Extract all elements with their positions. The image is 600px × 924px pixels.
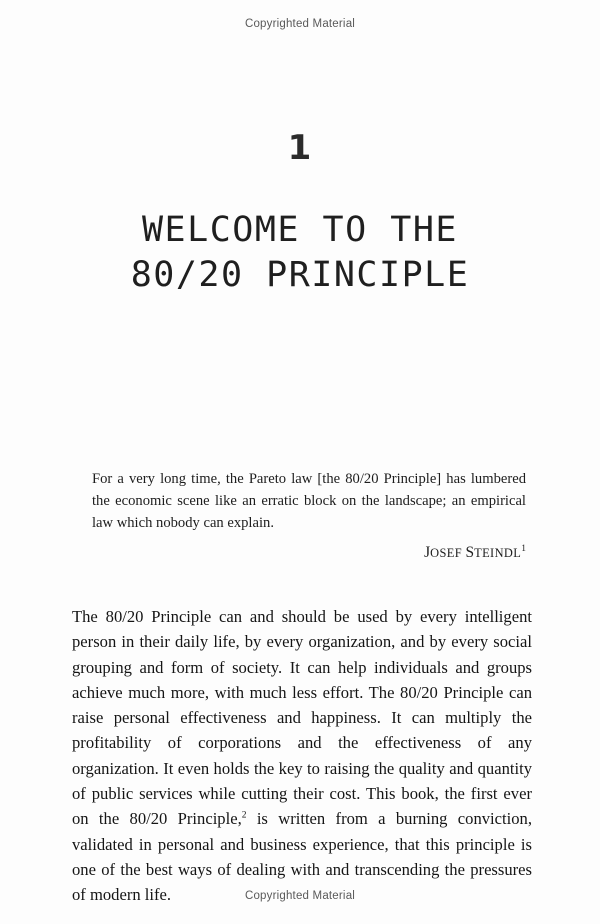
chapter-title [60,208,540,298]
chapter-title-line-1: WELCOME TO THE [141,210,458,250]
attribution-footnote-marker: 1 [521,544,526,555]
chapter-number: 1 [287,128,313,168]
watermark-top: Copyrighted Material [244,18,356,30]
attribution-initial-second: S [465,544,475,561]
body-text [72,604,532,908]
attribution-initial-first: J [424,544,431,561]
attribution-given-name: OSEF [430,546,466,560]
body-paragraph-part-1: The 80/20 Principle can and should be used by every intelligent person in their daily life, by every organization, and by every social grouping and form of society. It can help individuals and groups achieve much more, with much less effort. The 80/20 Principle can raise personal effectiveness and happiness. It can multiply the profitability of corporations and the effectiveness of any organization. It even holds the key to raising the quality and quantity of public services while cutting their cost. This book, the first ever on the 80/20 Principle, [72,607,532,829]
epigraph-attribution [92,544,526,562]
body-paragraph-part-2: is written from a burning conviction, validated in personal and business experience, that this principle is one of the best ways of dealing with and transcending the pressures of modern life. [72,809,532,905]
chapter-title-line-2: 80/20 PRINCIPLE [130,254,470,295]
attribution-surname: TEINDL [474,546,522,560]
watermark-bottom: Copyrighted Material [244,890,356,902]
epigraph-quote: For a very long time, the Pareto law [the 80/20 Principle] has lumbered the economic scene like an erratic block on the landscape; an empirical law which nobody can explain. [92,471,526,532]
body-footnote-marker: 2 [241,810,247,821]
body-paragraph [72,604,532,908]
